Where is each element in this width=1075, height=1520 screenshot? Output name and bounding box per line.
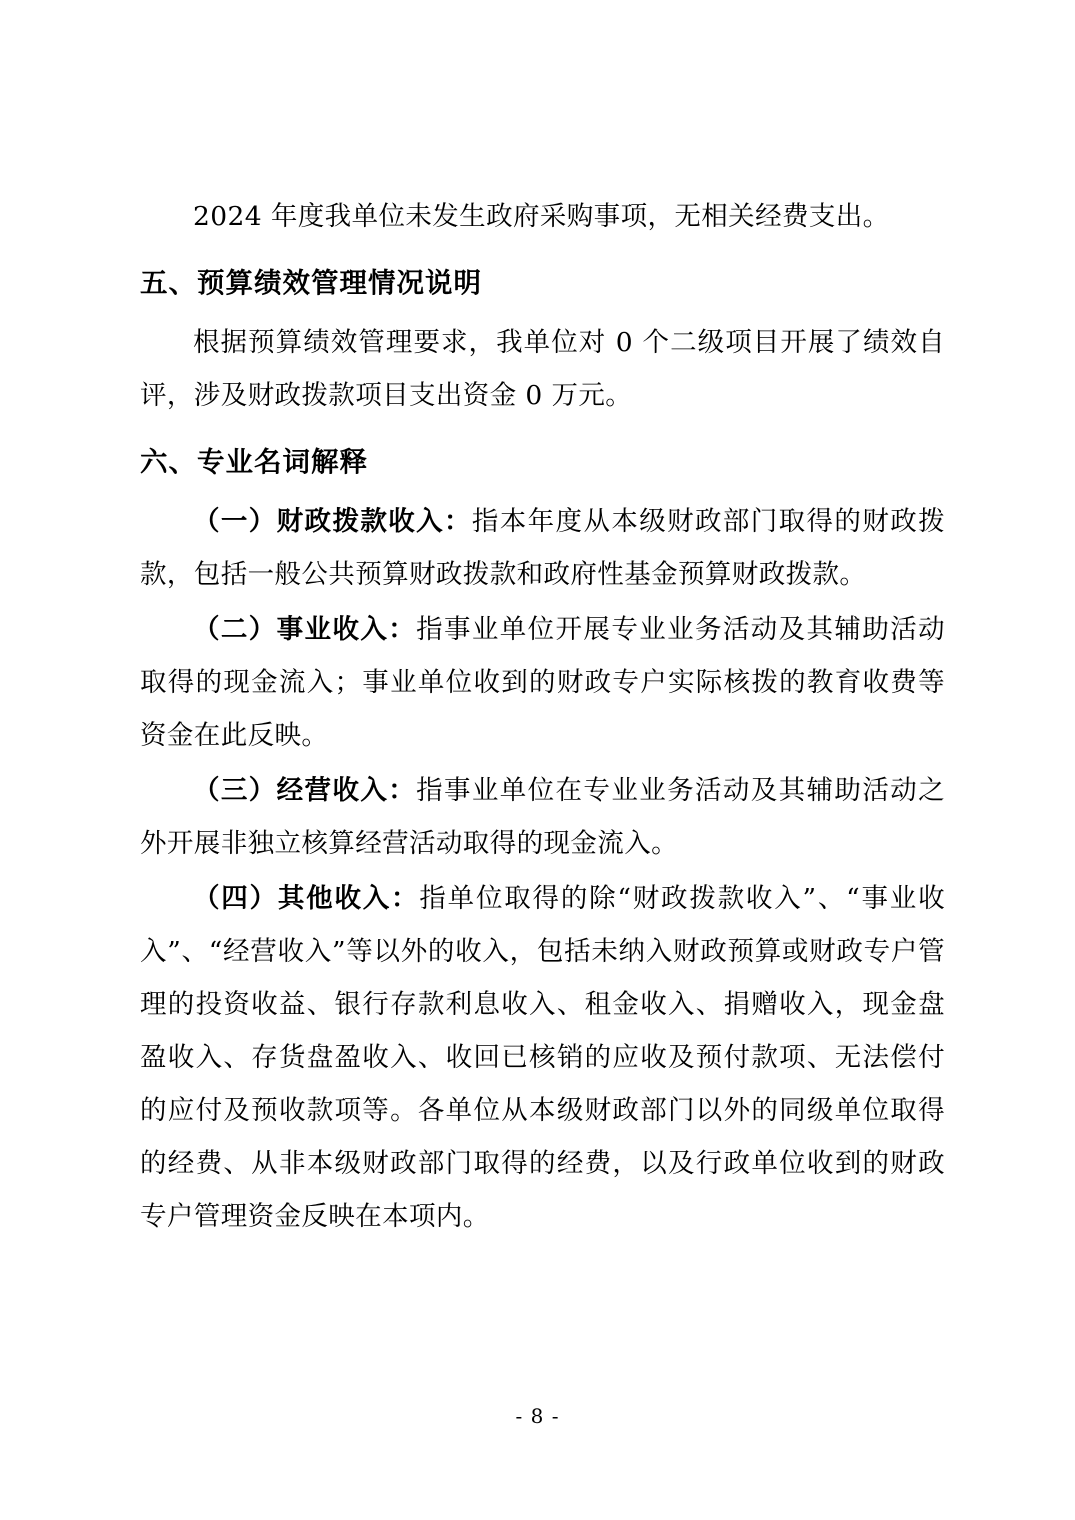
term-label-3: （三）经营收入：	[193, 775, 417, 806]
term-item-4	[140, 872, 945, 1243]
term-text-2: 指事业单位开展专业业务活动及其辅助活动取得的现金流入；事业单位收到的财政专户实际核拨的教育收费等资金在此反映。	[140, 614, 945, 751]
term-item-2	[140, 603, 945, 762]
term-text-1: 指本年度从本级财政部门取得的财政拨款，包括一般公共预算财政拨款和政府性基金预算财政拨款。	[140, 506, 945, 590]
term-text-4: 指单位取得的除“财政拨款收入”、“事业收入”、“经营收入”等以外的收入，包括未纳入财政预算或财政专户管理的投资收益、银行存款利息收入、租金收入、捐赠收入，现金盘盈收入、存货盘盈收入、收回已核销的应收及预付款项、无法偿付的应付及预收款项等。各单位从本级财政部门以外的同级单位取得的经费、从非本级财政部门取得的经费，以及行政单位收到的财政专户管理资金反映在本项内。	[140, 883, 945, 1232]
term-label-2: （二）事业收入：	[193, 614, 417, 645]
page-number-footer: - 8 -	[515, 1404, 560, 1428]
term-label-1: （一）财政拨款收入：	[193, 506, 472, 537]
term-item-3	[140, 764, 945, 870]
paragraph-procurement-note: 2024 年度我单位未发生政府采购事项，无相关经费支出。	[193, 201, 890, 232]
term-label-4: （四）其他收入：	[193, 883, 420, 914]
paragraph-performance-management: 根据预算绩效管理要求，我单位对 0 个二级项目开展了绩效自评，涉及财政拨款项目支出资金 0 万元。	[140, 327, 945, 411]
section-heading-six: 六、专业名词解释	[140, 446, 368, 478]
term-text-3: 指事业单位在专业业务活动及其辅助活动之外开展非独立核算经营活动取得的现金流入。	[140, 775, 945, 859]
term-item-1	[140, 495, 945, 601]
section-heading-five: 五、预算绩效管理情况说明	[140, 267, 482, 299]
